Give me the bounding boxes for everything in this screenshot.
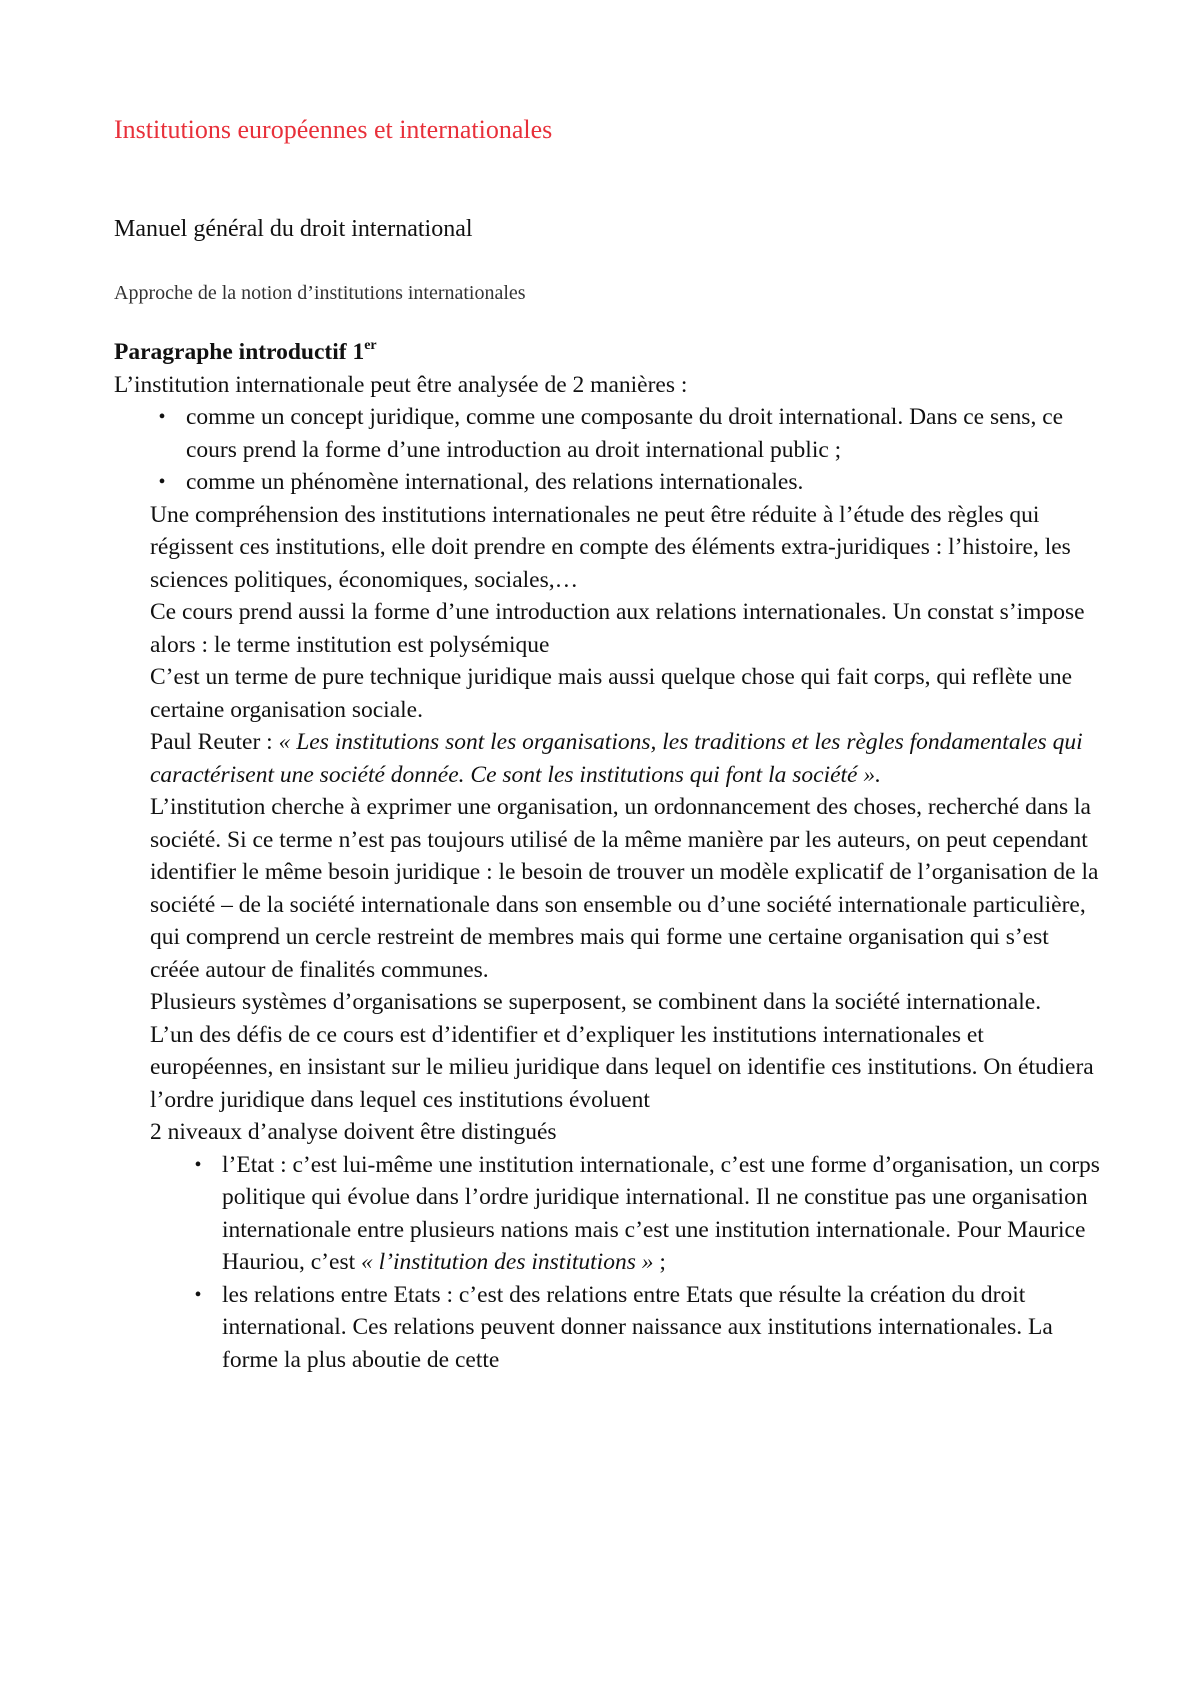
document-body	[114, 336, 1104, 1376]
list-item-quote: « l’institution des institutions »	[361, 1249, 654, 1275]
quote-paragraph	[114, 726, 1104, 791]
body-paragraph: Une compréhension des institutions internationales ne peut être réduite à l’étude des règles qui régissent ces institutions, elle doit prendre en compte des éléments extra-juridiques : l’histoire, les sciences politiques, économiques, sociales,…	[150, 501, 1071, 593]
bullet-list-levels	[114, 1149, 1104, 1377]
list-item-end: ;	[653, 1249, 666, 1275]
intro-sentence: L’institution internationale peut être analysée de 2 manières :	[114, 371, 688, 398]
list-item	[186, 1279, 1104, 1377]
list-item-text: comme un concept juridique, comme une composante du droit international. Dans ce sens, ce cours prend la forme d’une introduction au droit international public ;	[186, 404, 1064, 463]
document-title: Institutions européennes et internationales	[114, 115, 553, 144]
bullet-icon: •	[194, 1283, 202, 1306]
section-approach-heading: Approche de la notion d’institutions internationales	[114, 282, 526, 304]
list-item	[150, 466, 1104, 499]
body-paragraph: L’un des défis de ce cours est d’identifier et d’expliquer les institutions internationales et européennes, en insistant sur le milieu juridique dans lequel on identifie ces institutions. On étudiera l’ordre juridique dans lequel ces institutions évoluent	[150, 1021, 1094, 1113]
quote-author: Paul Reuter :	[150, 729, 279, 755]
list-item	[150, 401, 1104, 466]
body-paragraph: Plusieurs systèmes d’organisations se superposent, se combinent dans la société internationale.	[150, 989, 1042, 1015]
body-paragraph: 2 niveaux d’analyse doivent être distingués	[150, 1119, 557, 1145]
list-item-text: comme un phénomène international, des relations internationales.	[186, 469, 804, 495]
bullet-icon: •	[158, 471, 166, 493]
body-paragraph: Ce cours prend aussi la forme d’une introduction aux relations internationales. Un constat s’impose alors : le terme institution est polysémique	[150, 599, 1085, 658]
bullet-icon: •	[158, 406, 166, 428]
document-subtitle: Manuel général du droit international	[114, 216, 473, 242]
list-item-text: l’Etat : c’est lui-même une institution internationale, c’est une forme d’organisation, un corps politique qui évolue dans l’ordre juridique international. Il ne constitue pas une organisation internationale entre plusieurs nations mais c’est une institution internationale. Pour Maurice Hauriou, c’est	[222, 1151, 1100, 1275]
paragraph-heading-superscript: er	[364, 338, 377, 353]
body-paragraph: L’institution cherche à exprimer une organisation, un ordonnancement des choses, recherché dans la société. Si ce terme n’est pas toujours utilisé de la même manière par les auteurs, on peut cependant identifier le même besoin juridique : le besoin de trouver un modèle explicatif de l’organisation de la société – de la société internationale dans son ensemble ou d’une société internationale particulière, qui comprend un cercle restreint de membres mais qui forme une certaine organisation qui s’est créée autour de finalités communes.	[150, 794, 1099, 983]
list-item-text: les relations entre Etats : c’est des relations entre Etats que résulte la création du droit international. Ces relations peuvent donner naissance aux institutions internationales. La forme la plus aboutie de cette	[222, 1281, 1053, 1373]
list-item	[186, 1149, 1104, 1279]
paragraph-heading-text: Paragraphe introductif 1	[114, 339, 365, 365]
bullet-icon: •	[194, 1153, 202, 1176]
body-paragraph: C’est un terme de pure technique juridique mais aussi quelque chose qui fait corps, qui reflète une certaine organisation sociale.	[150, 664, 1073, 723]
paragraph-heading	[114, 336, 1104, 369]
bullet-list-approaches	[114, 401, 1104, 499]
quote-text: « Les institutions sont les organisations, les traditions et les règles fondamentales qui caractérisent une société donnée. Ce sont les institutions qui font la société ».	[150, 729, 1083, 788]
